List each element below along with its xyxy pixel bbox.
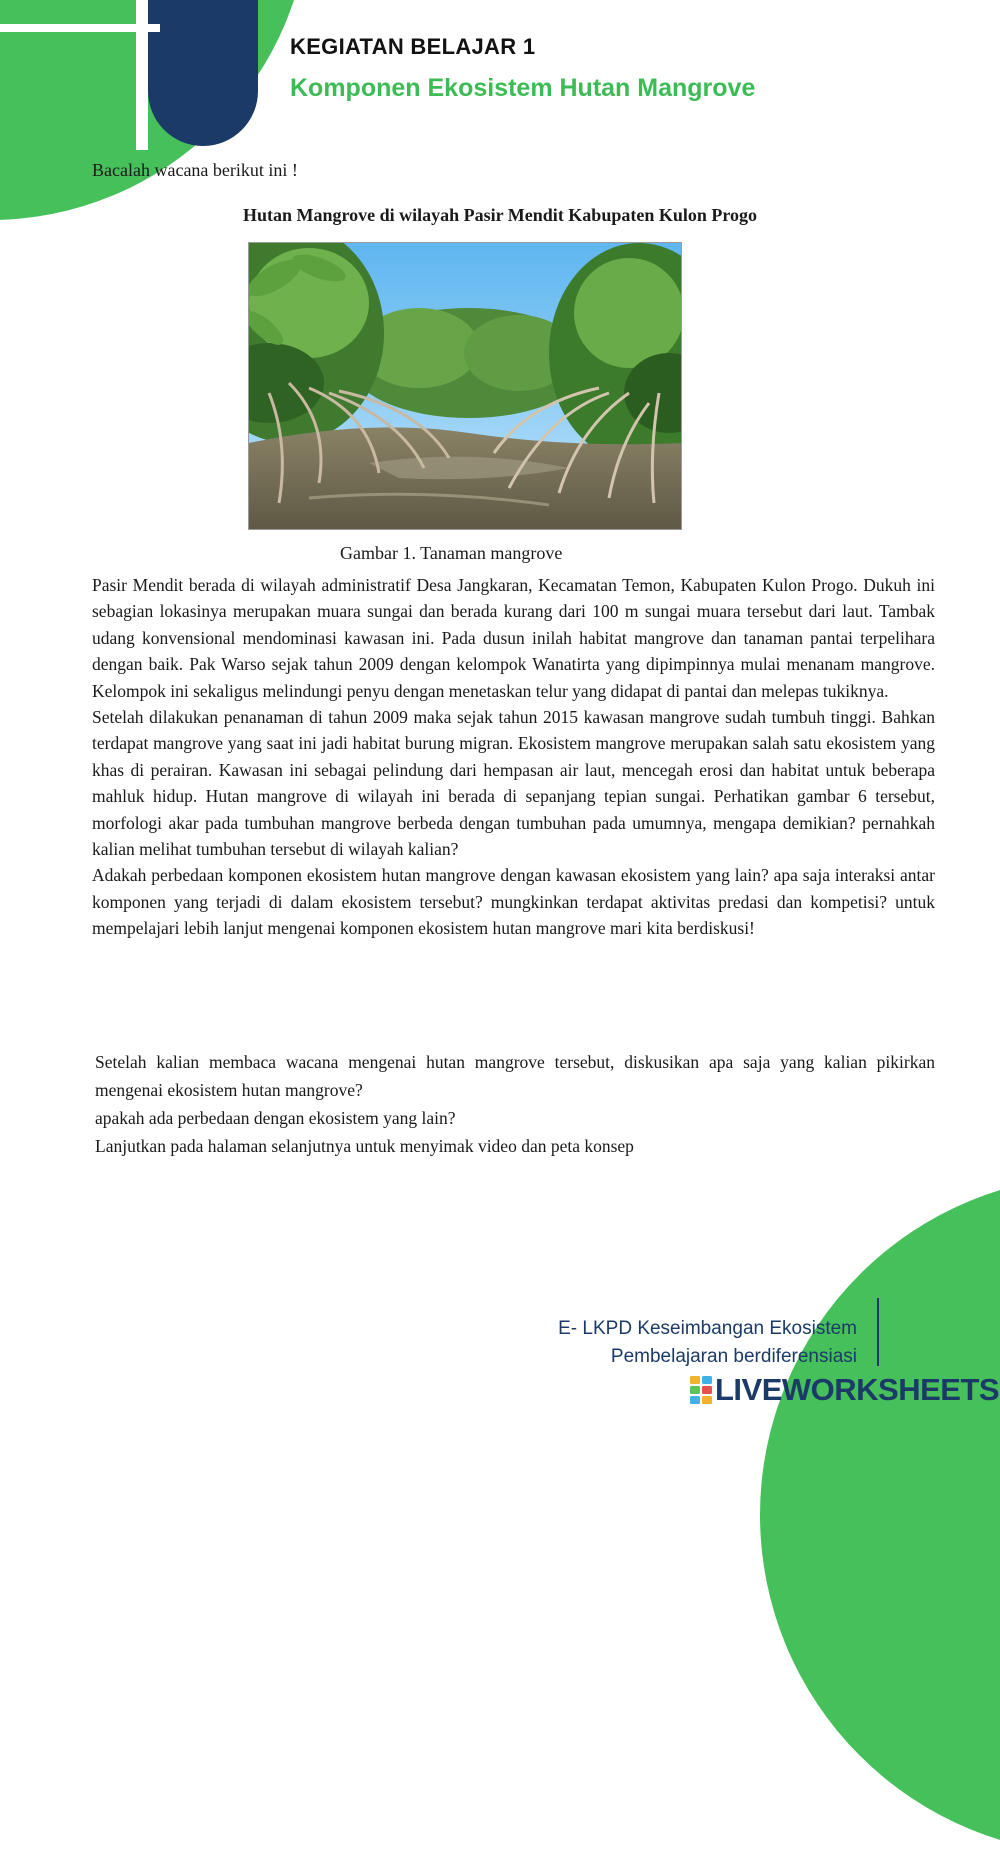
discussion-questions <box>95 1048 935 1160</box>
mangrove-photo <box>248 242 682 530</box>
footer-title: E- LKPD Keseimbangan Ekosistem <box>558 1318 857 1339</box>
intro-instruction: Bacalah wacana berikut ini ! <box>92 160 298 180</box>
decorative-divider-horizontal <box>0 24 160 32</box>
figure-caption: Gambar 1. Tanaman mangrove <box>340 543 563 563</box>
question: Lanjutkan pada halaman selanjutnya untuk menyimak video dan peta konsep <box>95 1136 634 1156</box>
question: Setelah kalian membaca wacana mengenai hutan mangrove tersebut, diskusikan apa saja yang kalian pikirkan mengenai ekosistem hutan mangrove? <box>95 1052 935 1100</box>
page-subtitle: Komponen Ekosistem Hutan Mangrove <box>290 74 756 102</box>
footer-divider <box>877 1298 879 1366</box>
question: apakah ada perbedaan dengan ekosistem yang lain? <box>95 1108 456 1128</box>
liveworksheets-icon <box>690 1376 712 1404</box>
paragraph: Pasir Mendit berada di wilayah administratif Desa Jangkaran, Kecamatan Temon, Kabupaten Kulon Progo. Dukuh ini sebagian lokasinya merupakan muara sungai dan berada kurang dari 100 m sungai muara tersebut dari laut. Tambak udang konvensional mendominasi kawasan ini. Pada dusun inilah habitat mangrove dan tanaman pantai terpelihara dengan baik. Pak Warso sejak tahun 2009 dengan kelompok Wanatirta yang dipimpinnya mulai menanam mangrove. Kelompok ini sekaligus melindungi penyu dengan menetaskan telur yang didapat di pantai dan melepas tukiknya. <box>92 575 935 701</box>
decorative-circle-bottom-right <box>760 1175 1000 1855</box>
article-title: Hutan Mangrove di wilayah Pasir Mendit Kabupaten Kulon Progo <box>242 205 758 225</box>
article-body <box>92 572 935 942</box>
page-title: KEGIATAN BELAJAR 1 <box>290 34 536 59</box>
footer-subtitle: Pembelajaran berdiferensiasi <box>610 1346 857 1367</box>
paragraph: Setelah dilakukan penanaman di tahun 2009 maka sejak tahun 2015 kawasan mangrove sudah tumbuh tinggi. Bahkan terdapat mangrove yang saat ini jadi habitat burung migran. Ekosistem mangrove merupakan salah satu ekosistem yang khas di perairan. Kawasan ini sebagai pelindung dari hempasan air laut, mencegah erosi dan habitat untuk beberapa mahluk hidup. Hutan mangrove di wilayah ini berada di sepanjang tepian sungai. Perhatikan gambar 6 tersebut, morfologi akar pada tumbuhan mangrove berbeda dengan tumbuhan pada umumnya, mengapa demikian? pernahkah kalian melihat tumbuhan tersebut di wilayah kalian? <box>92 707 935 860</box>
decorative-navy-shape <box>148 0 258 146</box>
paragraph: Adakah perbedaan komponen ekosistem hutan mangrove dengan kawasan ekosistem yang lain? apa saja interaksi antar komponen yang terjadi di dalam ekosistem tersebut? mungkinkan terdapat aktivitas predasi dan kompetisi? untuk mempelajari lebih lanjut mengenai komponen ekosistem hutan mangrove mari kita berdiskusi! <box>92 865 935 939</box>
decorative-divider-vertical <box>136 0 148 150</box>
liveworksheets-logo[interactable] <box>690 1372 999 1408</box>
liveworksheets-wordmark: LIVEWORKSHEETS <box>715 1372 1000 1407</box>
